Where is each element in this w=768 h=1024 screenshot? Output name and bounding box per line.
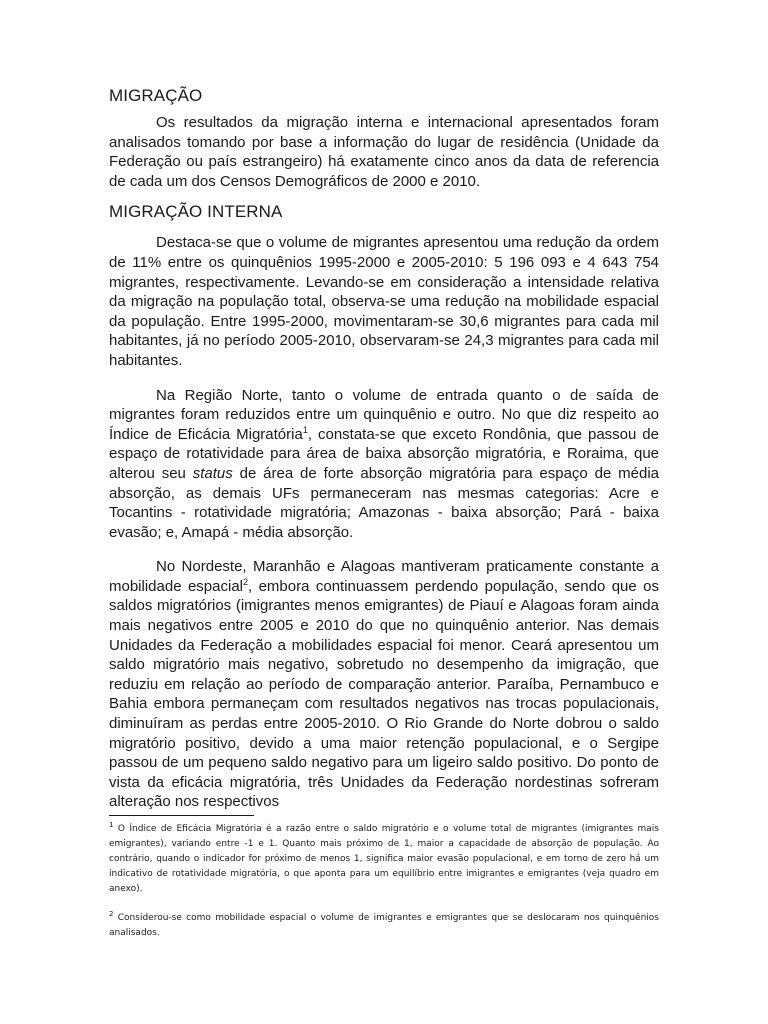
paragraph-nordeste (109, 557, 659, 812)
footnote-1-number: 1 (109, 821, 114, 829)
paragraph-intro: Os resultados da migração interna e internacional apresentados foram analisados tomando por base a informação do lugar de residência (Unidade da Federação ou país estrangeiro) há exatamente cinco anos da data de referencia de cada um dos Censos Demográficos de 2000 e 2010. (109, 114, 659, 190)
footnote-2-number: 2 (109, 910, 114, 918)
paragraph-regiao-norte (109, 386, 659, 543)
paragraph-volume: Destaca-se que o volume de migrantes apresentou uma redução da ordem de 11% entre os quinquênios 1995-2000 e 2005-2010: 5 196 093 e 4 643 754 migrantes, respectivamente. Levando-se em consideração a intensidade relativa da migração na população total, observa-se uma redução na mobilidade espacial da população. Entre 1995-2000, movimentaram-se 30,6 migrantes para cada mil habitantes, já no período 2005-2010, observaram-se 24,3 migrantes para cada mil habitantes. (109, 234, 659, 369)
footnote-1 (109, 822, 659, 897)
footnote-2 (109, 911, 659, 941)
document-body (109, 84, 659, 812)
p3-text-b: , constata-se que exceto Rondônia, que passou de espaço de rotatividade para área de baixa absorção migratória, e Roraima, que alterou seu (109, 425, 659, 482)
p3-text-a: Na Região Norte, tanto o volume de entrada quanto o de saída de migrantes foram reduzidos entre um quinquênio e outro. No que diz respeito ao Índice de Eficácia Migratória (109, 386, 659, 443)
p3-italic-status: status (192, 464, 233, 482)
footnote-1-text: O Índice de Eficácia Migratória é a razão entre o saldo migratório e o volume total de migrantes (imigrantes mais emigrantes), variando entre -1 e 1. Quanto mais próximo de 1, maior a capacidade de absorção de população. Ao contrário, quando o indicador for próximo de menos 1, significa maior evasão populacional, e em torno de zero há um indicativo de rotatividade migratória, o que aponta para um equilíbrio entre imigrantes e emigrantes (veja quadro em anexo). (109, 824, 659, 894)
heading-migracao-interna: MIGRAÇÃO INTERNA (109, 202, 283, 222)
footnote-ref-1: 1 (302, 424, 308, 435)
p3-text-c: de área de forte absorção migratória para espaço de média absorção, as demais UFs permaneceram nas mesmas categorias: Acre e Tocantins - rotatividade migratória; Amazonas - baixa absorção; Pará - baixa evasão; e, Amapá - média absorção. (109, 464, 659, 541)
p4-text-a: No Nordeste, Maranhão e Alagoas mantiveram praticamente constante a mobilidade espacial (109, 558, 659, 595)
footnote-separator (109, 815, 254, 816)
heading-migracao: MIGRAÇÃO (109, 86, 203, 105)
footnote-2-text: Considerou-se como mobilidade espacial o volume de imigrantes e emigrantes que se deslocaram nos quinquênios analisados. (109, 913, 659, 938)
footnote-ref-2: 2 (243, 576, 249, 587)
p4-text-b: , embora continuassem perdendo população, sendo que os saldos migratórios (imigrantes menos emigrantes) de Piauí e Alagoas foram ainda mais negativos entre 2005 e 2010 do que no quinquênio anterior. Nas demais Unidades da Federação a mobilidades espacial foi menor. Ceará apresentou um saldo migratório mais negativo, sobretudo no desempenho da imigração, que reduziu em relação ao período de comparação anterior. Paraíba, Pernambuco e Bahia embora permaneçam com resultados negativos nas trocas populacionais, diminuíram as perdas entre 2005-2010. O Rio Grande do Norte dobrou o saldo migratório positivo, devido a uma maior retenção populacional, e o Sergipe passou de um pequeno saldo negativo para um ligeiro saldo positivo. Do ponto de vista da eficácia migratória, três Unidades da Federação nordestinas sofreram alteração nos respectivos (109, 577, 659, 811)
footnotes (109, 815, 659, 941)
